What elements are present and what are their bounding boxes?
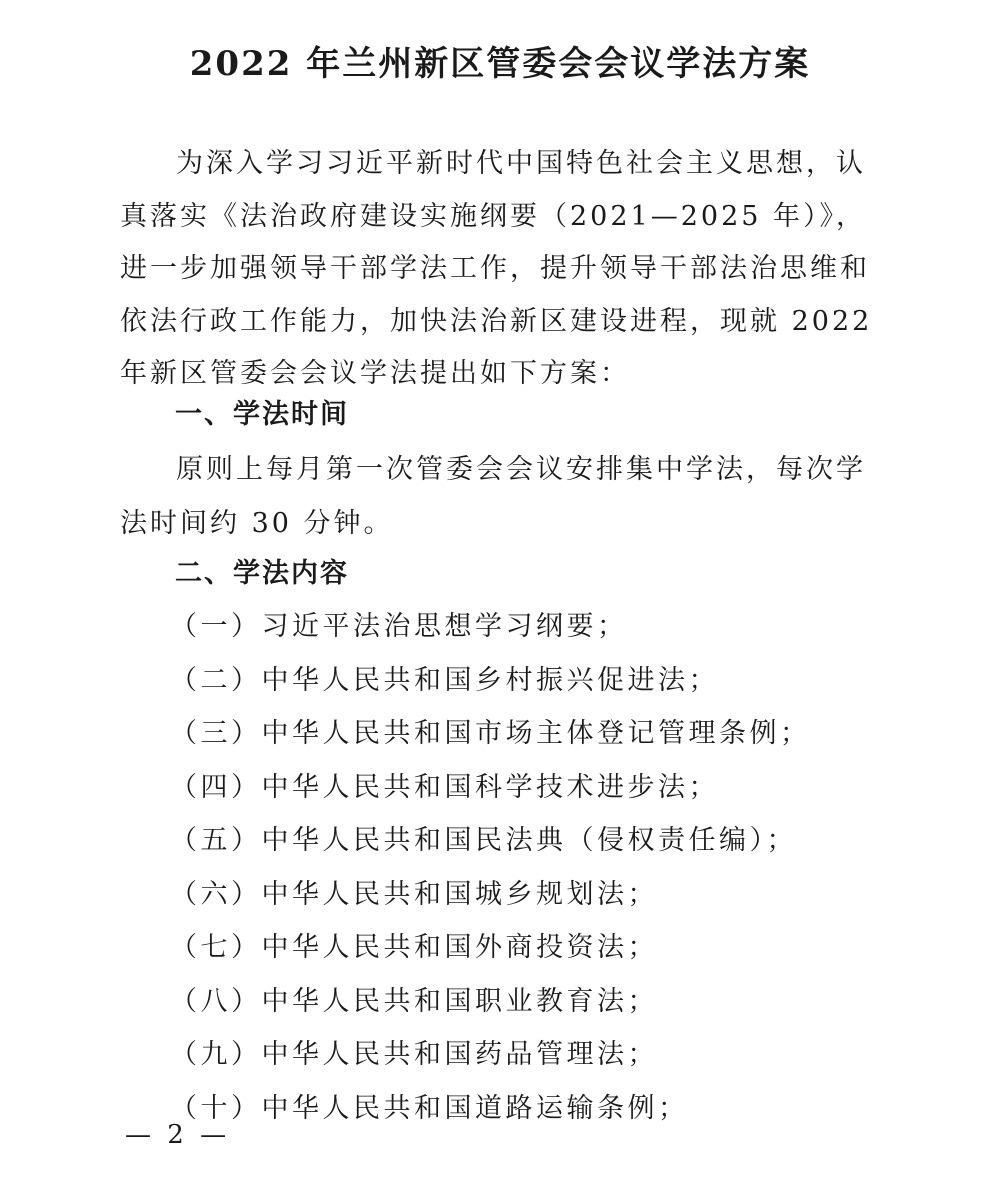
document-title: 2022 年兰州新区管委会会议学法方案 <box>189 44 811 84</box>
page-number: — 2 — <box>125 1120 231 1150</box>
list-item: （九）中华人民共和国药品管理法； <box>170 1039 658 1070</box>
law-list <box>170 600 811 1135</box>
list-item: （七）中华人民共和国外商投资法； <box>170 932 658 963</box>
intro-paragraph: 为深入学习习近平新时代中国特色社会主义思想，认真落实《法治政府建设实施纲要（2021—2025 年）》，进一步加强领导干部学法工作，提升领导干部法治思维和依法行政工作能力，加快法治新区建设进程，现就 2022 年新区管委会会议学法提出如下方案： <box>120 148 873 389</box>
list-item: （十）中华人民共和国道路运输条例； <box>170 1092 689 1124</box>
list-item: （三）中华人民共和国市场主体登记管理条例； <box>170 718 811 749</box>
list-item: （二）中华人民共和国乡村振兴促进法； <box>170 664 719 696</box>
list-item: （四）中华人民共和国科学技术进步法； <box>170 771 719 803</box>
section2-heading: 二、学法内容 <box>175 558 349 589</box>
list-item: （八）中华人民共和国职业教育法； <box>170 985 658 1017</box>
section1-heading: 一、学法时间 <box>175 399 349 430</box>
section1-body: 原则上每月第一次管委会会议安排集中学法，每次学法时间约 30 分钟。 <box>120 454 866 539</box>
list-item: （六）中华人民共和国城乡规划法； <box>170 878 658 910</box>
list-item: （一）习近平法治思想学习纲要； <box>170 611 628 642</box>
list-item: （五）中华人民共和国民法典（侵权责任编）； <box>170 825 797 856</box>
